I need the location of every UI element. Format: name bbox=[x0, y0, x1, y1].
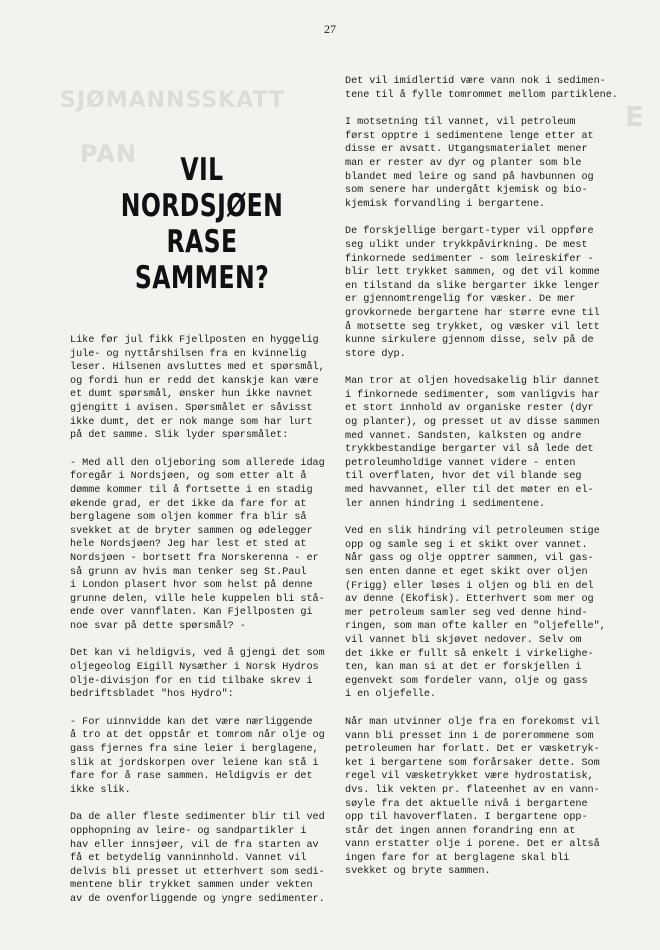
article-headline-line-1: VIL NORDSJØEN bbox=[120, 152, 284, 224]
paragraph: - Med all den oljeboring som allerede idag foregår i Nordsjøen, og som etter alt å dømme kommer til å fortsette i en stadig økende grad, er det ikke da fare for at berglagene som oljen kommer fra blir så svekket at de bryter sammen og ødelegger hele Nordsjøen? Jeg har lest et sted at Nordsjøen - bortsett fra Norskerenna - er så grunn av hvis man tenker seg St.Paul i London plasert hvor som helst på denne grunne delen, ville hele kuppelen bli stå- ende over vannflaten. Kan Fjellposten gi noe svar på dette spørsmål? - bbox=[70, 457, 325, 632]
paragraph: Man tror at oljen hovedsakelig blir dannet i finkornede sedimenter, som vanligvis har et stort innhold av organiske rester (dyr og planter), og presset ut av disse sammen med vannet. Sandsten, kalksten og andre trykkbestandige bergarter vil så lede det petroleumholdige vannet videre - enten til overflaten, hvor det vil blande seg med havvannet, eller til det møter en el- ler annen hindring i sedimentene. bbox=[345, 376, 600, 510]
paragraph: Det kan vi heldigvis, ved å gjengi det som oljegeolog Eigill Nysæther i Norsk Hydros Olje-divisjon for en tid tilbake skrev i bedriftsbladet "hos Hydro": bbox=[70, 648, 325, 701]
bleed-through-text: PAN bbox=[80, 140, 138, 168]
article-headline-line-2: RASE SAMMEN? bbox=[134, 224, 270, 296]
paragraph: De forskjellige bergart-typer vil oppføre seg ulikt under trykkpåvirkning. De mest finkornede sedimenter - som leireskifer - blir lett trykket sammen, og det vil komme en tilstand da slike bergarter ikke lenger er gjennomtrengelig for væsker. De mer grovkornede bergartene har større evne til å motsette seg trykket, og væsker vil lett kunne sirkulere gjennom disse, selv på de store dyp. bbox=[345, 226, 600, 360]
bleed-through-text: SJØMANNSSKATT bbox=[60, 88, 286, 113]
bleed-through-text: E bbox=[625, 100, 646, 133]
paragraph: Det vil imidlertid være vann nok i sedimen- tene til å fylle tomrommet mellom partiklene. bbox=[345, 76, 618, 101]
paragraph: Ved en slik hindring vil petroleumen stige opp og samle seg i et skikt over vannet. Når gass og olje opptrer sammen, vil gas- sen enten danne et eget skikt over oljen (Frigg) eller løses i oljen og bli en del av denne (Ekofisk). Etterhvert som mer og mer petroleum samler seg ved denne hind- ringen, som man ofte kaller en "oljefelle", vil vannet bli skjøvet nedover. Selv om det ikke er fullt så enkelt i virkelighe- ten, kan man si at det er forskjellen i egenvekt som fordeler vann, olje og gass i en oljefelle. bbox=[345, 526, 606, 701]
paragraph: Like før jul fikk Fjellposten en hyggelig jule- og nyttårshilsen fra en kvinnelig leser. Hilsenen avsluttes med et spørsmål, og fordi hun er redd det kanskje kan være et dumt spørsmål, ønsker hun ikke navnet gjengitt i avisen. Spørsmålet er såvisst ikke dumt, det er nok mange som har lurt på det samme. Slik lyder spørsmålet: bbox=[70, 335, 325, 442]
paragraph: Da de aller fleste sedimenter blir til ved opphopning av leire- og sandpartikler i hav eller innsjøer, vil de fra starten av få et betydelig vanninnhold. Vannet vil delvis bli presset ut etterhvert som sedi- mentene blir trykket sammen under vekten av de ovenforliggende og yngre sedimenter. bbox=[70, 812, 325, 905]
paragraph: Når man utvinner olje fra en forekomst vil vann bli presset inn i de porerommene som petroleumen har forlatt. Det er væsketryk- ket i bergartene som forårsaker dette. Som regel vil væsketrykket være hydrostatisk, dvs. lik vekten pr. flateenhet av en vann- søyle fra det aktuelle nivå i bergartene opp til havoverflaten. I bergartene opp- står det ingen annen forandring enn at vann erstatter olje i porene. Det er altså ingen fare for at berglagene skal bli svekket og bryte sammen. bbox=[345, 716, 600, 878]
right-text-column bbox=[345, 75, 641, 893]
left-text-column bbox=[70, 334, 330, 921]
paragraph: - For uinnvidde kan det være nærliggende å tro at det oppstår et tomrom når olje og gass fjernes fra sine leier i berglagene, slik at jordskorpen over leiene kan stå i fare for å rase sammen. Heldigvis er det ikke slik. bbox=[70, 716, 325, 796]
paragraph: I motsetning til vannet, vil petroleum først opptre i sedimentene lenge etter at disse er avsatt. Utgangsmaterialet mener man er rester av dyr og planter som ble blandet med leire og sand på havbunnen og som senere har undergått kjemisk og bio- kjemisk forvandling i bergartene. bbox=[345, 117, 594, 210]
page-number: 27 bbox=[324, 22, 336, 36]
